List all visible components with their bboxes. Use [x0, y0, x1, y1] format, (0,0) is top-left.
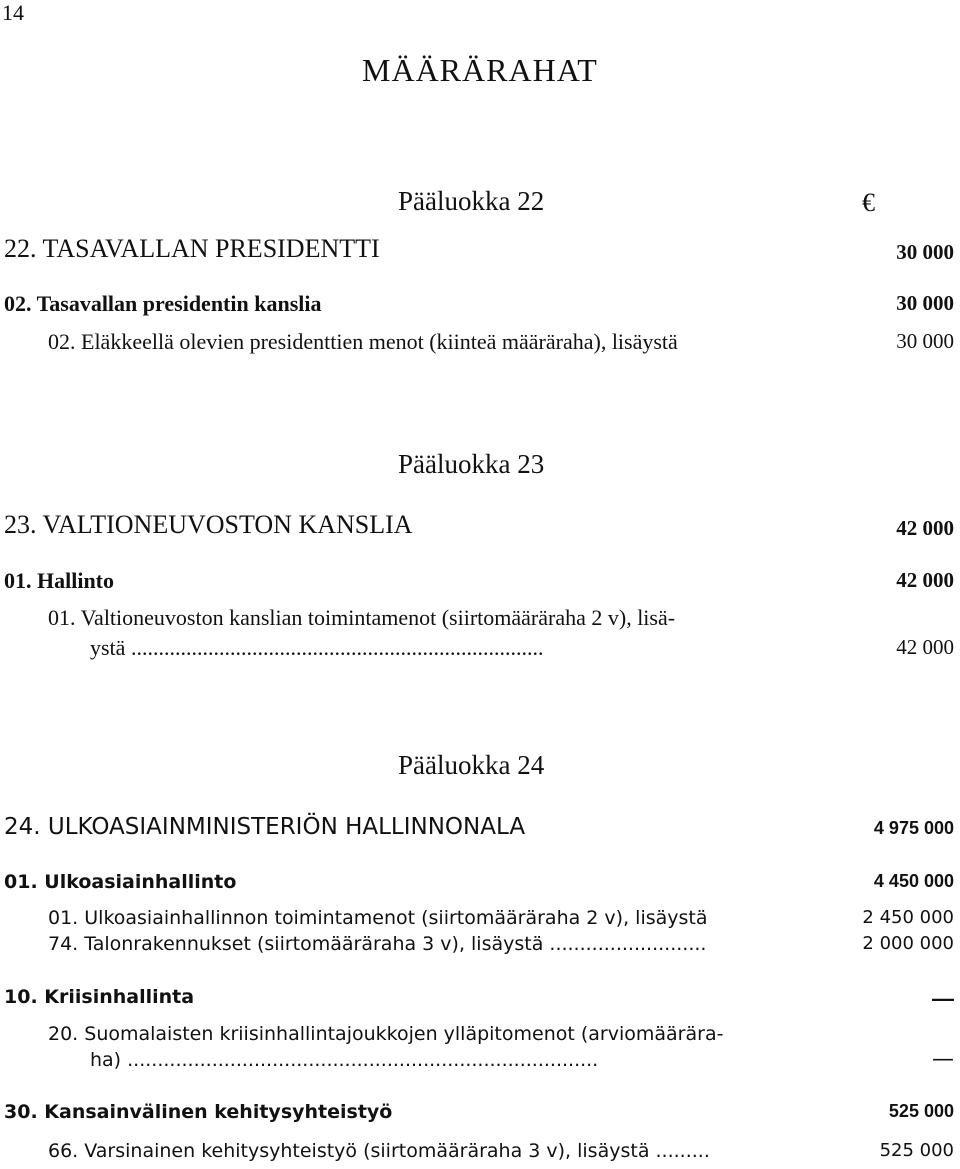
main-item-label: 24. ULKOASIAINMINISTERIÖN HALLINNONALA: [4, 814, 526, 840]
moment-item-24-01-74: [0, 933, 954, 959]
moment-item-amount: 2 000 000: [862, 933, 954, 954]
main-item-amount: 4 975 000: [873, 818, 954, 838]
section-heading-24: Pääluokka 24: [398, 750, 545, 780]
moment-item-label-line1: 20. Suomalaisten kriisinhallintajoukkojen ylläpitomenot (arviomäärära-: [48, 1023, 724, 1045]
moment-item-amount: 42 000: [896, 635, 954, 659]
moment-item-amount: 30 000: [896, 329, 954, 353]
sub-item-amount: 30 000: [896, 291, 954, 315]
moment-item-label: 66. Varsinainen kehitysyhteistyö (siirtomääräraha 3 v), lisäystä .........: [48, 1140, 710, 1162]
moment-item-label-line1: 01. Valtioneuvoston kanslian toimintamenot (siirtomääräraha 2 v), lisä-: [48, 605, 676, 630]
moment-item-label-line2: ha) ..............................................................................: [90, 1049, 599, 1071]
sub-item-label: 10. Kriisinhallinta: [4, 986, 195, 1008]
moment-item-22-02-02: [0, 329, 954, 357]
sub-item-label: 30. Kansainvälinen kehitysyhteistyö: [4, 1101, 393, 1123]
section-heading-22: Pääluokka 22: [398, 186, 545, 216]
sub-item-22-02: [0, 291, 954, 319]
moment-item-23-01-01: [0, 605, 954, 665]
sub-item-24-01: [0, 871, 954, 897]
moment-item-label-line2: ystä ...........................................................................: [90, 635, 544, 660]
moment-item-24-10-20: [0, 1023, 954, 1079]
main-item-24: [0, 814, 954, 844]
sub-item-label: 02. Tasavallan presidentin kanslia: [4, 291, 322, 316]
moment-item-amount: 525 000: [879, 1140, 954, 1161]
sub-item-amount: —: [932, 986, 954, 1011]
page-number: 14: [2, 0, 24, 25]
section-heading-23: Pääluokka 23: [398, 449, 545, 479]
currency-symbol: €: [862, 188, 875, 217]
moment-item-amount: 2 450 000: [862, 907, 954, 928]
sub-item-24-30: [0, 1101, 954, 1127]
main-item-23: [0, 510, 954, 544]
main-item-label: 22. TASAVALLAN PRESIDENTTI: [4, 234, 380, 263]
main-item-amount: 30 000: [896, 240, 954, 264]
page-title: MÄÄRÄRAHAT: [362, 52, 598, 88]
moment-item-amount: —: [932, 1047, 954, 1072]
moment-item-label: 74. Talonrakennukset (siirtomääräraha 3 v), lisäystä ..........................: [48, 933, 707, 955]
moment-item-label: 01. Ulkoasiainhallinnon toimintamenot (siirtomääräraha 2 v), lisäystä: [48, 907, 708, 929]
sub-item-amount: 525 000: [888, 1101, 954, 1121]
sub-item-amount: 4 450 000: [873, 871, 954, 891]
sub-item-23-01: [0, 568, 954, 596]
sub-item-label: 01. Hallinto: [4, 568, 115, 593]
moment-item-24-01-01: [0, 907, 954, 933]
sub-item-label: 01. Ulkoasiainhallinto: [4, 871, 237, 893]
main-item-amount: 42 000: [896, 516, 954, 540]
sub-item-amount: 42 000: [896, 568, 954, 592]
moment-item-24-30-66: [0, 1140, 954, 1166]
moment-item-label: 02. Eläkkeellä olevien presidenttien menot (kiinteä määräraha), lisäystä: [48, 329, 678, 354]
main-item-22: [0, 234, 954, 268]
main-item-label: 23. VALTIONEUVOSTON KANSLIA: [4, 510, 413, 539]
sub-item-24-10: [0, 986, 954, 1012]
